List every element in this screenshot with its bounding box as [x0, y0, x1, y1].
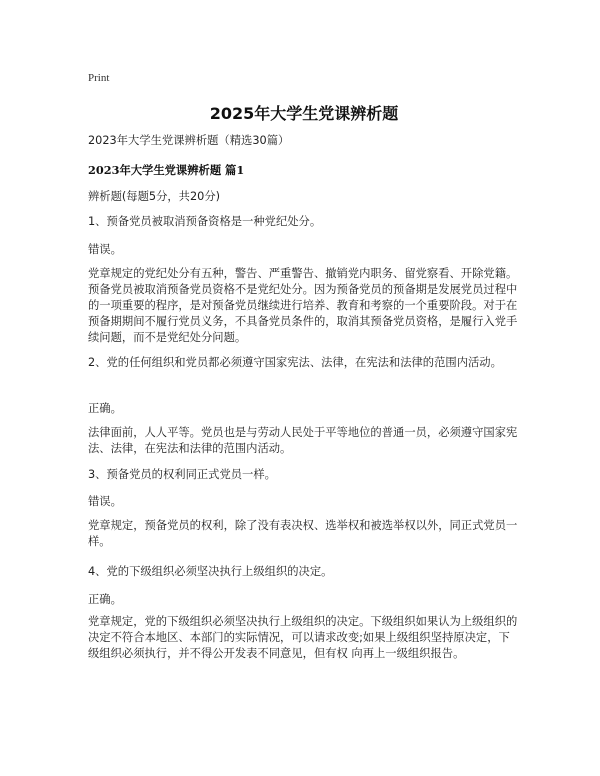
question-3: 3、预备党员的权利同正式党员一样。: [88, 468, 276, 481]
question-4: 4、党的下级组织必须坚决执行上级组织的决定。: [88, 565, 333, 578]
print-label[interactable]: Print: [88, 72, 110, 84]
answer-3-explanation: 党章规定，预备党员的权利，除了没有表决权、选举权和被选举权以外，同正式党员一样。: [88, 519, 518, 548]
intro-text: 辨析题(每题5分，共20分): [88, 190, 221, 203]
question-1: 1、预备党员被取消预备资格是一种党纪处分。: [88, 215, 322, 228]
answer-1-verdict: 错误。: [88, 243, 122, 256]
answer-3-verdict: 错误。: [88, 495, 122, 508]
answer-2-verdict: 正确。: [88, 402, 122, 415]
page-title: 2025年大学生党课辨析题: [209, 104, 399, 123]
answer-1-explanation: 党章规定的党纪处分有五种，警告、严重警告、撤销党内职务、留党察看、开除党籍。预备党员被取消预备党员资格不是党纪处分。因为预备党员的预备期是发展党员过程中的一项重要的程序，是对预备党员继续进行培养、教育和考察的一个重要阶段。对于在预备期期间不履行党员义务，不具备党员条件的，取消其预备党员资格，是履行入党手续问题，而不是党纪处分问题。: [88, 267, 518, 344]
answer-4-verdict: 正确。: [88, 593, 122, 606]
answer-2-explanation: 法律面前，人人平等。党员也是与劳动人民处于平等地位的普通一员，必须遵守国家宪法、法律，在宪法和法律的范围内活动。: [88, 426, 518, 455]
answer-4-explanation: 党章规定，党的下级组织必须坚决执行上级组织的决定。下级组织如果认为上级组织的决定不符合本地区、本部门的实际情况，可以请求改变;如果上级组织坚持原决定，下级组织必须执行，并不得公开发表不同意见，但有权 向再上一级组织报告。: [88, 615, 518, 660]
section-heading: 2023年大学生党课辨析题 篇1: [88, 163, 245, 177]
question-2: 2、党的任何组织和党员都必须遵守国家宪法、法律，在宪法和法律的范围内活动。: [88, 356, 502, 369]
document-subtitle: 2023年大学生党课辨析题（精选30篇）: [88, 134, 290, 147]
